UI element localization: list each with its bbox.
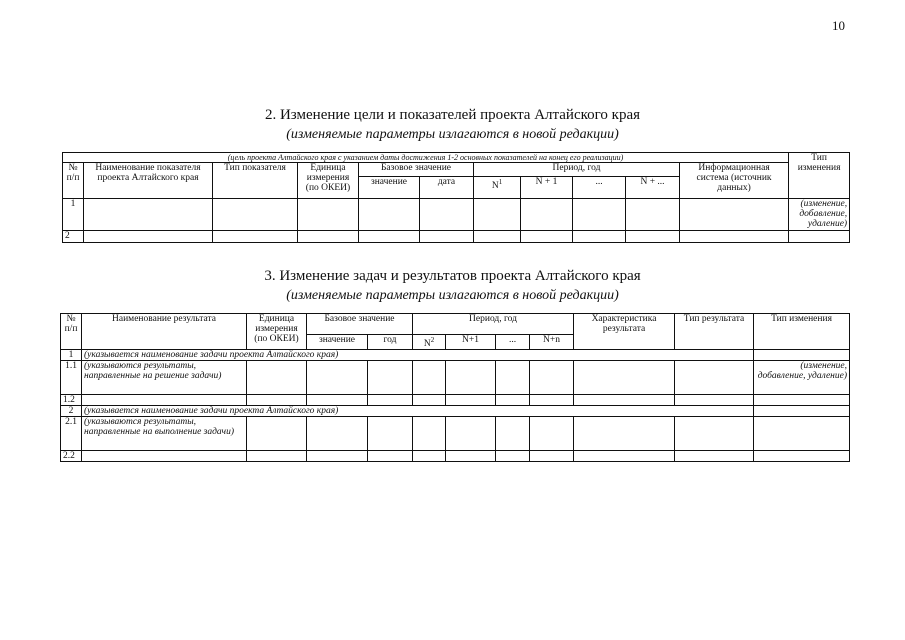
base-value-header: Базовое значение — [359, 163, 474, 177]
row-num: 1.2 — [61, 395, 82, 406]
change-type-cell: (изменение, добавление, удаление) — [789, 199, 850, 231]
unit-header: Единица измерения (по ОКЕИ) — [298, 163, 359, 199]
section2-subtitle: (изменяемые параметры излагаются в новой редакции) — [286, 127, 619, 142]
row-num: 2.1 — [61, 417, 82, 451]
period-ellipsis-header: ... — [496, 335, 530, 350]
base-year-subheader: год — [368, 335, 413, 350]
row-num: 1 — [63, 199, 84, 231]
period-n-plus-1-header: N + 1 — [521, 177, 573, 199]
table-row — [63, 231, 850, 243]
indicators-table — [62, 152, 850, 243]
section3-subtitle: (изменяемые параметры излагаются в новой редакции) — [286, 288, 619, 303]
indicator-name-header: Наименование показателя проекта Алтайского края — [84, 163, 213, 199]
period-n1-header: $N^1$ — [474, 177, 521, 199]
row-num: 2.2 — [61, 451, 82, 462]
result-characteristic-header: Характеристика результата — [574, 314, 675, 350]
section3-title: 3. Изменение задач и результатов проекта Алтайского края — [264, 268, 641, 284]
result-row — [61, 417, 850, 451]
result-name: (указываются результаты, направленные на решение задачи) — [82, 361, 247, 395]
result-name-header: Наименование результата — [82, 314, 247, 350]
task-row — [61, 350, 850, 361]
row-num: 2 — [61, 406, 82, 417]
num-header: № п/п — [63, 163, 84, 199]
result-type-header: Тип результата — [675, 314, 754, 350]
change-type-header: Тип изменения — [789, 153, 850, 199]
task-name: (указывается наименование задачи проекта Алтайского края) — [82, 406, 754, 417]
base-value-header: Базовое значение — [307, 314, 413, 335]
change-type-cell: (изменение, добавление, удаление) — [754, 361, 850, 395]
indicator-type-header: Тип показателя — [213, 163, 298, 199]
period-ellipsis-header: ... — [573, 177, 626, 199]
change-type-header: Тип изменения — [754, 314, 850, 350]
table-row — [63, 199, 850, 231]
page-number: 10 — [832, 18, 845, 33]
base-value-subheader: значение — [307, 335, 368, 350]
result-row — [61, 361, 850, 395]
row-num: 1 — [61, 350, 82, 361]
row-num: 1.1 — [61, 361, 82, 395]
task-row — [61, 406, 850, 417]
info-system-header: Информационная система (источник данных) — [680, 163, 789, 199]
base-date-subheader: дата — [420, 177, 474, 199]
period-n-plus-n-header: N+n — [530, 335, 574, 350]
num-header: № п/п — [61, 314, 82, 350]
period-n2-header: $N^2$ — [413, 335, 446, 350]
goal-caption: (цель проекта Алтайского края с указанием даты достижения 1-2 основных показателей на конец его реализации) — [63, 153, 789, 163]
result-name: (указываются результаты, направленные на выполнение задачи) — [82, 417, 247, 451]
period-n-plus-1-header: N+1 — [446, 335, 496, 350]
period-header: Период, год — [474, 163, 680, 177]
table-row — [61, 395, 850, 406]
unit-header: Единица измерения (по ОКЕИ) — [247, 314, 307, 350]
period-header: Период, год — [413, 314, 574, 335]
period-n-plus-header: N + ... — [626, 177, 680, 199]
row-num: 2 — [63, 231, 84, 243]
results-table — [60, 313, 850, 462]
task-name: (указывается наименование задачи проекта Алтайского края) — [82, 350, 754, 361]
table-row — [61, 451, 850, 462]
base-value-subheader: значение — [359, 177, 420, 199]
section2-title: 2. Изменение цели и показателей проекта Алтайского края — [264, 107, 641, 123]
